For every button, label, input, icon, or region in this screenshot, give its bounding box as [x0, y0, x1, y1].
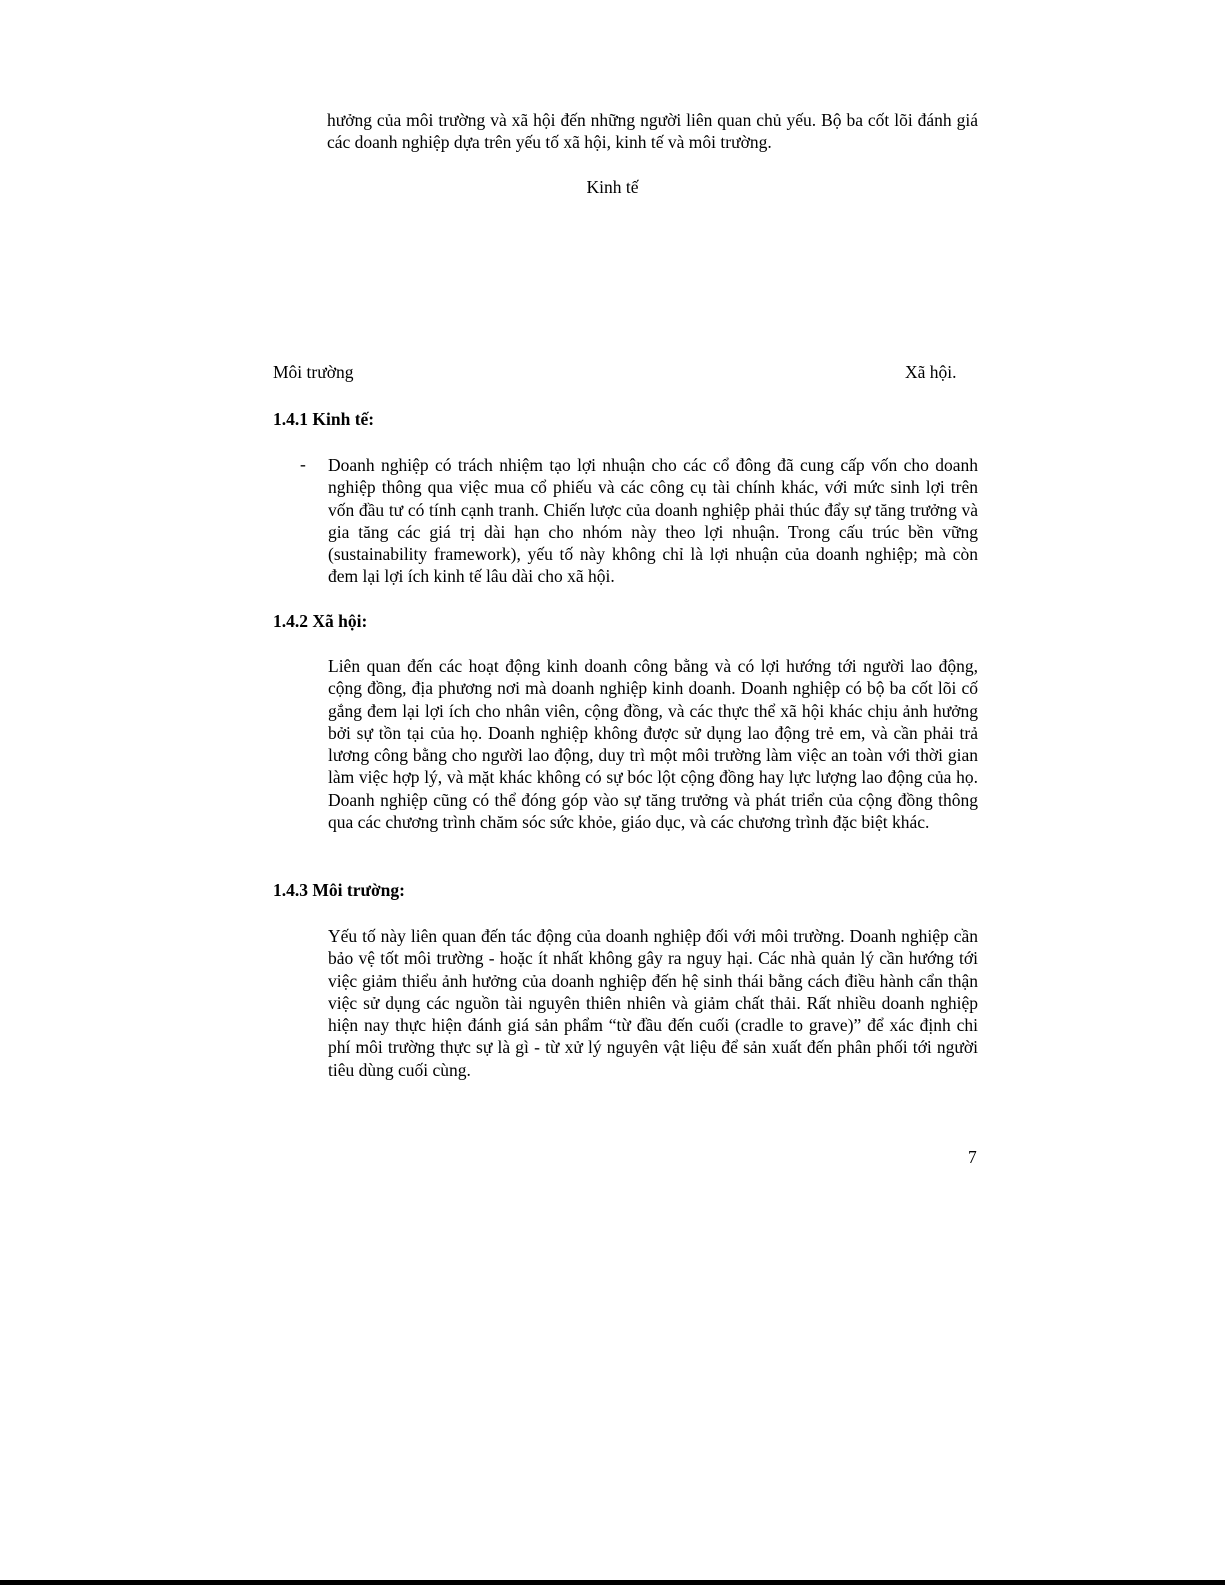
section-body-environment: Yếu tố này liên quan đến tác động của doanh nghiệp đối với môi trường. Doanh nghiệp cần bảo vệ tốt môi trường - hoặc ít nhất không gây ra nguy hại. Các nhà quản lý cần hướng tới việc giảm thiểu ảnh hưởng của doanh nghiệp đến hệ sinh thái bằng cách điều hành cẩn thận việc sử dụng các nguồn tài nguyên thiên nhiên và giảm chất thải. Rất nhiều doanh nghiệp hiện nay thực hiện đánh giá sản phẩm “từ đầu đến cuối (cradle to grave)” để xác định chi phí môi trường thực sự là gì - từ xử lý nguyên vật liệu để sản xuất đến phân phối tới người tiêu dùng cuối cùng. — [328, 926, 978, 1080]
section-body-economy: Doanh nghiệp có trách nhiệm tạo lợi nhuận cho các cổ đông đã cung cấp vốn cho doanh nghiệp thông qua việc mua cổ phiếu và các công cụ tài chính khác, với mức sinh lợi trên vốn đầu tư có tính cạnh tranh. Chiến lược của doanh nghiệp phải thúc đẩy sự tăng trưởng và gia tăng các giá trị dài hạn cho nhóm này theo lợi nhuận. Trong cấu trúc bền vững (sustainability framework), yếu tố này không chỉ là lợi nhuận của doanh nghiệp; mà còn đem lại lợi ích kinh tế lâu dài cho xã hội. — [328, 455, 978, 587]
section-heading-society: 1.4.2 Xã hội: — [273, 611, 368, 631]
diagram-label-economy: Kinh tế — [586, 177, 639, 197]
diagram-label-environment: Môi trường — [273, 362, 354, 382]
intro-paragraph: hưởng của môi trường và xã hội đến những người liên quan chủ yếu. Bộ ba cốt lõi đánh giá các doanh nghiệp dựa trên yếu tố xã hội, kinh tế và môi trường. — [327, 110, 978, 153]
bottom-edge-rule — [0, 1580, 1225, 1585]
section-body-society: Liên quan đến các hoạt động kinh doanh công bằng và có lợi hướng tới người lao động, cộng đồng, địa phương nơi mà doanh nghiệp kinh doanh. Doanh nghiệp có bộ ba cốt lõi cố gắng đem lại lợi ích cho nhân viên, cộng đồng, và các thực thể xã hội khác chịu ảnh hưởng bởi sự tồn tại của họ. Doanh nghiệp không được sử dụng lao động trẻ em, và cần phải trả lương công bằng cho người lao động, duy trì một môi trường làm việc an toàn với thời gian làm việc hợp lý, và mặt khác không có sự bóc lột cộng đồng hay lực lượng lao động của họ. Doanh nghiệp cũng có thể đóng góp vào sự tăng trưởng và phát triển của cộng đồng thông qua các chương trình chăm sóc sức khỏe, giáo dục, và các chương trình đặc biệt khác. — [328, 656, 978, 833]
section-heading-environment: 1.4.3 Môi trường: — [273, 880, 405, 900]
diagram-label-society: Xã hội. — [905, 362, 957, 382]
section-heading-economy: 1.4.1 Kinh tế: — [273, 409, 375, 429]
page-number: 7 — [968, 1147, 977, 1167]
bullet-marker: - — [300, 454, 306, 474]
